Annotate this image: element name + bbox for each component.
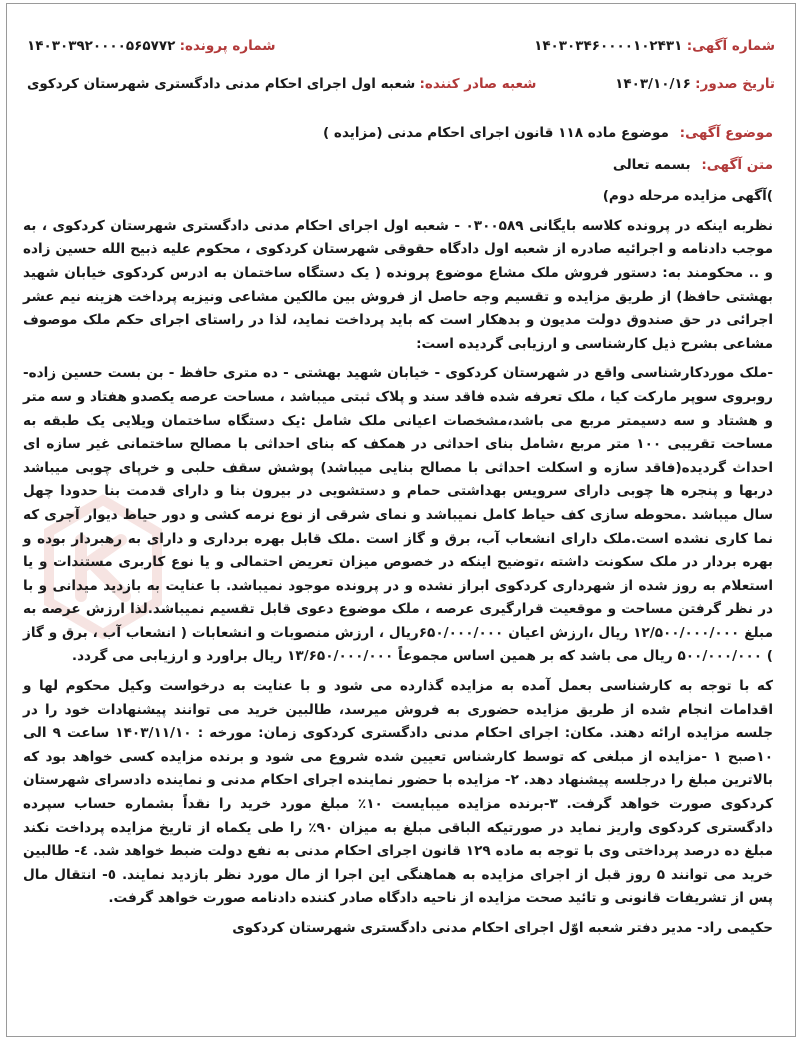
notice-number <box>534 38 775 54</box>
issuer-value: شعبه اول اجرای احکام مدنی دادگستری شهرستان کردکوی <box>27 76 416 92</box>
paragraph-intro: نظربه اینکه در پرونده کلاسه بایگانی ۰۳۰۰۵۸۹ - شعبه اول اجرای احکام مدنی دادگستری شهرستان کردکوی ، به موجب دادنامه و اجرائیه صادره از شعبه اول دادگاه حقوقی شهرستان کردکوی ، محکوم علیه ذبیح الله حسین زاده و .. محکومند به: دستور فروش ملک مشاع موضوع پرونده ( یک دستگاه ساختمان به ادرس کردکوی خیابان شهید بهشتی حافظ) از طریق مزایده و تقسیم وجه حاصل از فروش بین مالکین مشاعی ونیزبه پرداخت هزینه نیم عشر اجرائی در حق صندوق دولت مدیون و بدهکار است که باید پرداخت نماید، لذا در راستای اجرای حکم ملک موصوف مشاعی بشرح ذیل کارشناسی و ارزیابی گردیده است: <box>23 217 773 352</box>
text-line <box>23 154 773 178</box>
notice-heading: )آگهی مزایده مرحله دوم) <box>602 188 773 205</box>
notice-number-label: شماره آگهی: <box>686 38 775 54</box>
header-row-numbers <box>27 38 775 54</box>
notice-document <box>6 3 796 1037</box>
opening-text: بسمه تعالی <box>612 156 691 173</box>
paragraph-property-description: -ملک موردکارشناسی واقع در شهرستان کردکوی - خیابان شهید بهشتی - ده متری حافظ - بن بست حسین زاده- روبروی سوپر مارکت کیا ، ملک تعرفه شده فاقد سند و پلاک ثبتی میباشد ، مساحت عرصه یکصدو هفتاد و سه متر و هشتاد و سه دسیمتر مربع می باشد،مشخصات اعیانی ملک شامل :یک دستگاه ساختمان ویلایی یک طبقه به مساحت تقریبی ۱۰۰ متر مربع ،شامل بنای احداثی در همکف که بنای احداثی با مصالح ساختمانی غیر سازه ای احداث گردیده(فاقد سازه و اسکلت احداثی با مصالح بنایی میباشد) پوشش سقف حلبی و خرپای چوبی میباشد دربها و پنجره ها چوبی دارای سرویس بهداشتی حمام و دستشویی در بیرون بنا و دارای قدمت بنا حدودا چهل سال میباشد .محوطه سازی کف حیاط کامل نمیباشد و نمای شرقی از نوع نرمه کشی و دور حیاط دیوار آجری که نما کاری نشده است.ملک دارای انشعاب آب، برق و گاز است .ملک قابل بهره برداری و دارای به رهبردار بوده و بهره بردار در ملک سکونت داشته ،توضیح اینکه در خصوص میزان تعریض احتمالی و یا نوع کاربری مستندات و یا استعلام به روز شده از شهرداری کردکوی ابراز نشده و در پرونده موجود نمیباشد. با عنایت به بازدید میدانی و با در نظر گرفتن مساحت و موقعیت قرارگیری عرصه ، ملک موضوع دعوی قابل تقسیم نمیباشد.لذا ارزش عرصه به مبلغ ۱۲/۵۰۰/۰۰۰/۰۰۰ ریال ،ارزش اعیان ۶۵۰/۰۰۰/۰۰۰ریال ، ارزش منصوبات و انشعابات ( انشعاب آب ، برق و گاز ) ۵۰۰/۰۰۰/۰۰۰ ریال می باشد که بر همین اساس مجموعاً ۱۳/۶۵۰/۰۰۰/۰۰۰ ریال براورد و ارزیابی می گردد. <box>23 365 773 665</box>
subject-label: موضوع آگهی: <box>679 125 773 141</box>
case-number-label: شماره پرونده: <box>179 38 276 54</box>
notice-header <box>7 4 795 116</box>
issuer <box>27 76 536 92</box>
header-row-date-issuer <box>27 76 775 92</box>
issue-date <box>615 76 775 92</box>
subject-line <box>23 122 773 146</box>
subject-text: موضوع ماده ۱۱۸ قانون اجرای احکام مدنی (مزایده ) <box>322 125 669 141</box>
issue-date-value: ۱۴۰۳/۱۰/۱۶ <box>615 76 691 92</box>
signature-line: حکیمی راد- مدیر دفتر شعبه اوّل اجرای احکام مدنی دادگستری شهرستان کردکوی <box>232 920 773 936</box>
notice-number-value: ۱۴۰۳۰۳۴۶۰۰۰۰۱۰۲۴۳۱ <box>534 38 683 54</box>
paragraph-auction-terms: که با توجه به کارشناسی بعمل آمده به مزایده گذارده می شود و با عنایت به درخواست وکیل محکوم لها و اقدامات انجام شده از طریق مزایده حضوری به فروش میرسد، طالبین خرید می توانند پیشنهادات خود را در جلسه مزایده ارائه دهند. مکان: اجرای احکام مدنی دادگستری کردکوی زمان: مورخه : ۱۴۰۳/۱۱/۱۰ ساعت ۹ الی ۱۰صبح ۱ -مزایده از مبلغی که توسط کارشناس تعیین شده شروع می شود و برنده مزایده کسی خواهد بود که بالاترین مبلغ را درجلسه پیشنهاد دهد. ۲- مزایده با حضور نماینده اجرای احکام مدنی و نماینده دادسرای شهرستان کردکوی صورت خواهد گرفت. ۳-برنده مزایده میبایست ۱۰٪ مبلغ مورد خرید را نقداً بشماره حساب سپرده دادگستری کردکوی واریز نماید در صورتیکه الباقی مبلغ به میزان ۹۰٪ را طی یکماه از تاریخ مزایده پرداخت نکند مبلغ ده درصد پرداختی وی با توجه به ماده ۱۲۹ قانون اجرای احکام مدنی به نفع دولت ضبط خواهد شد. ٤- طالبین خرید می توانند ۵ روز قبل از اجرای مزایده به هماهنگی این اجرا از مال مورد نظر بازدید نمایند. ٥- انتقال مال پس از تشریفات قانونی و تائید صحت مزایده از ناحیه دادگاه صادر کننده دادنامه صورت خواهد گرفت. <box>23 678 774 907</box>
text-label: متن آگهی: <box>701 156 773 173</box>
issue-date-label: تاریخ صدور: <box>695 76 775 92</box>
issuer-label: شعبه صادر کننده: <box>419 76 537 92</box>
case-number <box>27 38 276 54</box>
case-number-value: ۱۴۰۳۰۳۹۲۰۰۰۰۵۶۵۷۷۲ <box>27 38 176 54</box>
notice-body <box>23 122 773 947</box>
